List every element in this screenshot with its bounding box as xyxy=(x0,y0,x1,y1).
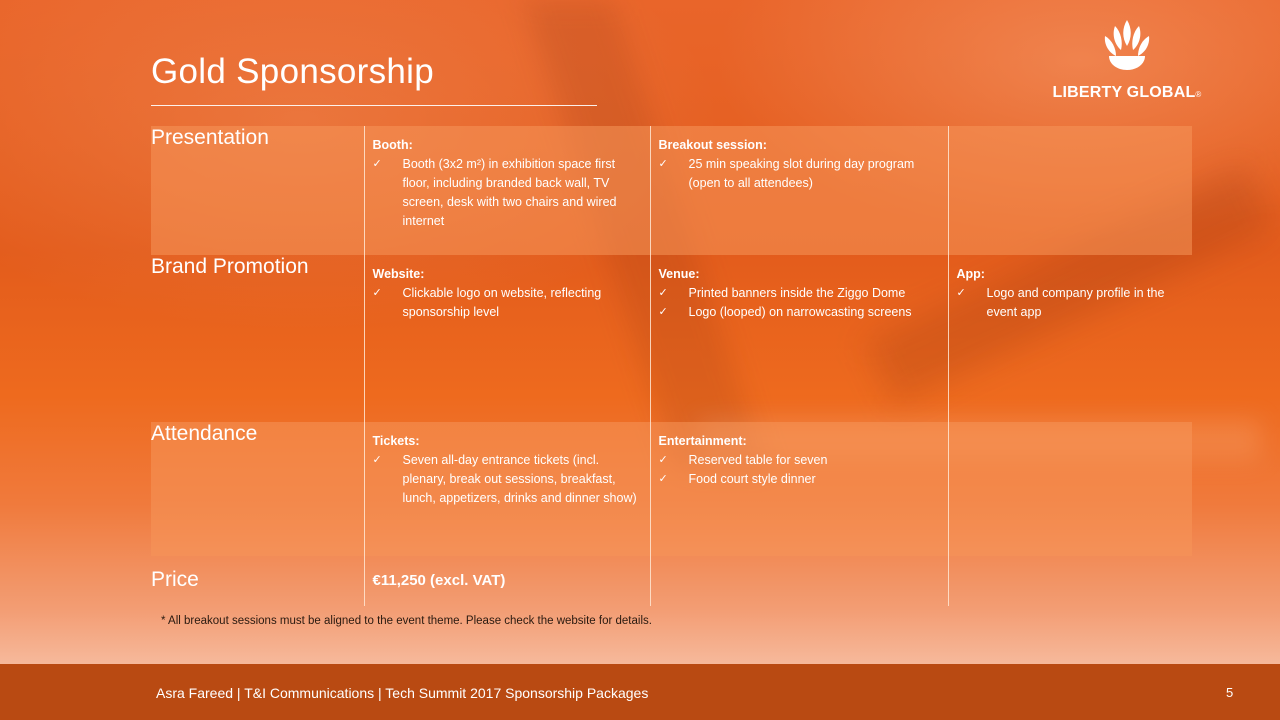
app-heading: App: xyxy=(956,267,985,281)
table-row-presentation xyxy=(151,126,1192,255)
cell-entertainment xyxy=(650,422,948,556)
check-icon: ✓ xyxy=(658,306,668,318)
liberty-global-logo xyxy=(1052,18,1202,108)
check-icon: ✓ xyxy=(658,158,668,170)
check-icon: ✓ xyxy=(956,287,966,299)
table-row-brand-promotion xyxy=(151,255,1192,422)
list-item: ✓ Logo and company profile in the event app xyxy=(956,286,1165,319)
booth-heading: Booth: xyxy=(372,138,413,152)
cell-booth xyxy=(364,126,650,255)
list-item: ✓ 25 min speaking slot during day program (open to all attendees) xyxy=(658,157,915,190)
website-heading: Website: xyxy=(372,267,425,281)
page-number: 5 xyxy=(1226,685,1234,700)
tickets-heading: Tickets: xyxy=(372,434,420,448)
list-item: ✓ Reserved table for seven xyxy=(659,451,940,470)
cell-empty xyxy=(948,126,1192,255)
sponsorship-table xyxy=(151,126,1192,606)
list-item: ✓ Food court style dinner xyxy=(659,470,940,489)
venue-heading: Venue: xyxy=(658,267,700,281)
title-underline xyxy=(151,105,597,106)
check-icon: ✓ xyxy=(372,454,382,466)
cell-app xyxy=(948,255,1192,422)
flame-logo-icon xyxy=(1099,18,1155,74)
cell-empty xyxy=(948,422,1192,556)
table-row-price xyxy=(151,556,1192,606)
check-icon: ✓ xyxy=(372,158,382,170)
row-label-attendance: Attendance xyxy=(151,422,364,556)
footnote: * All breakout sessions must be aligned to the event theme. Please check the website for details. xyxy=(161,615,652,627)
table-row-attendance xyxy=(151,422,1192,556)
cell-empty xyxy=(650,556,948,606)
price-value: €11,250 (excl. VAT) xyxy=(372,572,506,589)
check-icon: ✓ xyxy=(372,287,382,299)
cell-website xyxy=(364,255,650,422)
slide-title: Gold Sponsorship xyxy=(151,52,435,91)
list-item: ✓ Printed banners inside the Ziggo Dome xyxy=(659,284,940,303)
cell-empty xyxy=(948,556,1192,606)
cell-breakout-session xyxy=(650,126,948,255)
row-label-presentation: Presentation xyxy=(151,126,364,255)
check-icon: ✓ xyxy=(658,454,668,466)
list-item: ✓ Clickable logo on website, reflecting sponsorship level xyxy=(372,286,602,319)
cell-price-value xyxy=(364,556,650,606)
footer-text: Asra Fareed | T&I Communications | Tech Summit 2017 Sponsorship Packages xyxy=(156,685,649,701)
logo-wordmark: LIBERTY GLOBAL® xyxy=(1052,84,1202,101)
list-item: ✓ Logo (looped) on narrowcasting screens xyxy=(659,303,940,322)
breakout-heading: Breakout session: xyxy=(658,138,767,152)
row-label-brand-promotion: Brand Promotion xyxy=(151,255,309,278)
check-icon: ✓ xyxy=(658,287,668,299)
cell-venue xyxy=(650,255,948,422)
check-icon: ✓ xyxy=(658,473,668,485)
row-label-price: Price xyxy=(151,568,199,591)
entertainment-heading: Entertainment: xyxy=(658,434,747,448)
list-item: ✓ Seven all-day entrance tickets (incl. plenary, break out sessions, breakfast, lunch, appetizers, drinks and dinner show) xyxy=(372,453,637,505)
footer-bar xyxy=(0,664,1280,720)
list-item: ✓ Booth (3x2 m²) in exhibition space first floor, including branded back wall, TV screen, desk with two chairs and wired internet xyxy=(372,157,617,228)
cell-tickets xyxy=(364,422,650,556)
